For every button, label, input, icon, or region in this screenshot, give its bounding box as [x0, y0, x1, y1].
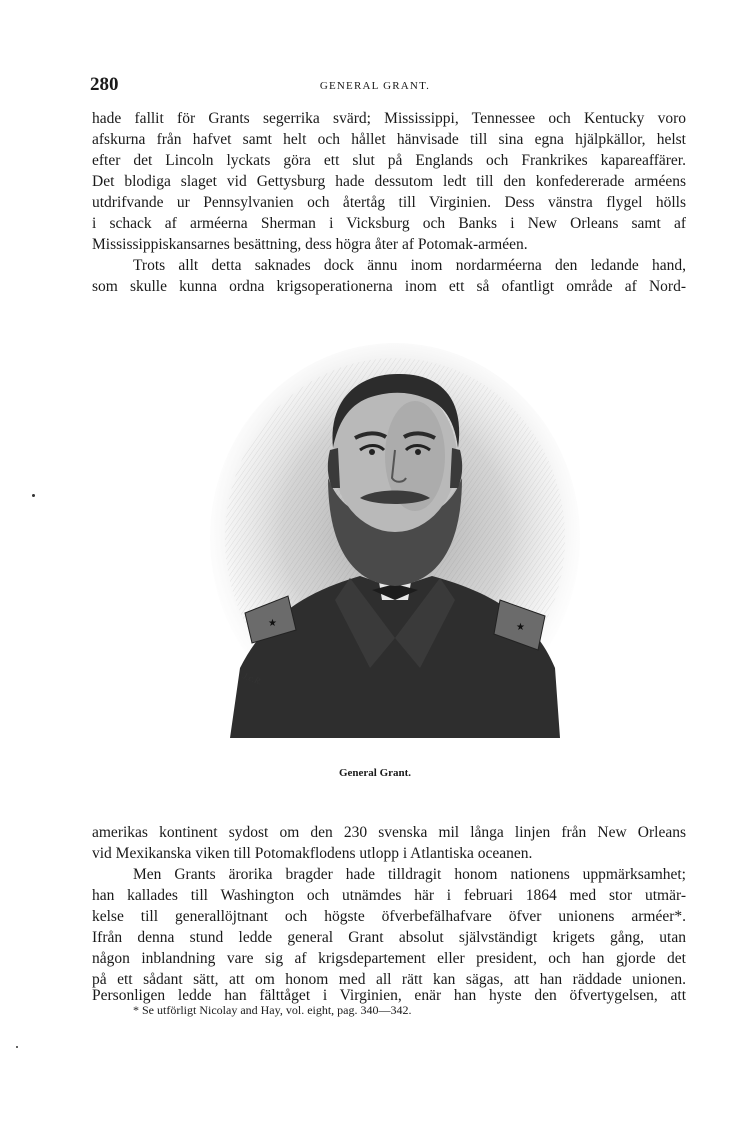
svg-text:J.c.R.: J.c.R.	[241, 670, 264, 687]
running-head: GENERAL GRANT.	[319, 80, 431, 92]
figure-caption: General Grant.	[338, 767, 412, 779]
svg-text:★: ★	[516, 622, 525, 633]
text-line: han kallades till Washington och utnämdes här i februari 1864 med stor utmär-	[92, 887, 686, 904]
footnote: * Se utförligt Nicolay and Hay, vol. eight, pag. 340—342.	[133, 1003, 412, 1017]
ink-speck	[16, 1046, 18, 1048]
text-line: i schack af arméerna Sherman i Vicksburg och Banks i New Orleans samt af	[92, 215, 686, 232]
text-line: hade fallit för Grants segerrika svärd; Mississippi, Tennessee och Kentucky voro	[92, 110, 686, 127]
text-line: Men Grants ärorika bragder hade tilldragit honom nationens uppmärksamhet;	[133, 866, 686, 883]
text-line: Personligen ledde han fälttåget i Virginien, enär han hyste den öfvertygelsen, att	[92, 987, 686, 1004]
text-line: Det blodiga slaget vid Gettysburg hade dessutom ledt till den konfedererade arméens	[92, 173, 686, 190]
page-number: 280	[90, 74, 119, 95]
text-line: amerikas kontinent sydost om den 230 svenska mil långa linjen från New Orleans	[92, 824, 686, 841]
text-line: någon inblandning vare sig af krigsdepartement eller president, och han gjorde det	[92, 950, 686, 967]
text-line: kelse till generallöjtnant och högste öfverbefälhafvare öfver unionens arméer*.	[92, 908, 686, 925]
text-line: på ett sådant sätt, att om honom med all rätt kan sägas, att han räddade unionen.	[92, 971, 686, 988]
text-line: vid Mexikanska viken till Potomakflodens utlopp i Atlantiska oceanen.	[92, 845, 533, 862]
text-line: efter det Lincoln lyckats göra ett slut på Englands och Frankrikes kapareaffärer.	[92, 152, 686, 169]
text-line: afskurna från hafvet samt helt och hållet hänvisade till sina egna hjälpkällor, helst	[92, 131, 686, 148]
svg-text:★: ★	[268, 618, 277, 629]
text-line: utdrifvande ur Pennsylvanien och återtåg till Virginien. Dess vänstra flygel hölls	[92, 194, 686, 211]
text-line: Trots allt detta saknades dock ännu inom nordarméerna den ledande hand,	[133, 257, 686, 274]
ink-speck	[32, 494, 35, 497]
text-line: Ifrån denna stund ledde general Grant absolut självständigt krigets gång, utan	[92, 929, 686, 946]
text-line: Mississippiskansarnes besättning, dess högra åter af Potomak-arméen.	[92, 236, 528, 253]
portrait-engraving	[200, 338, 590, 738]
text-line: som skulle kunna ordna krigsoperationerna inom ett så ofantligt område af Nord-	[92, 278, 686, 295]
